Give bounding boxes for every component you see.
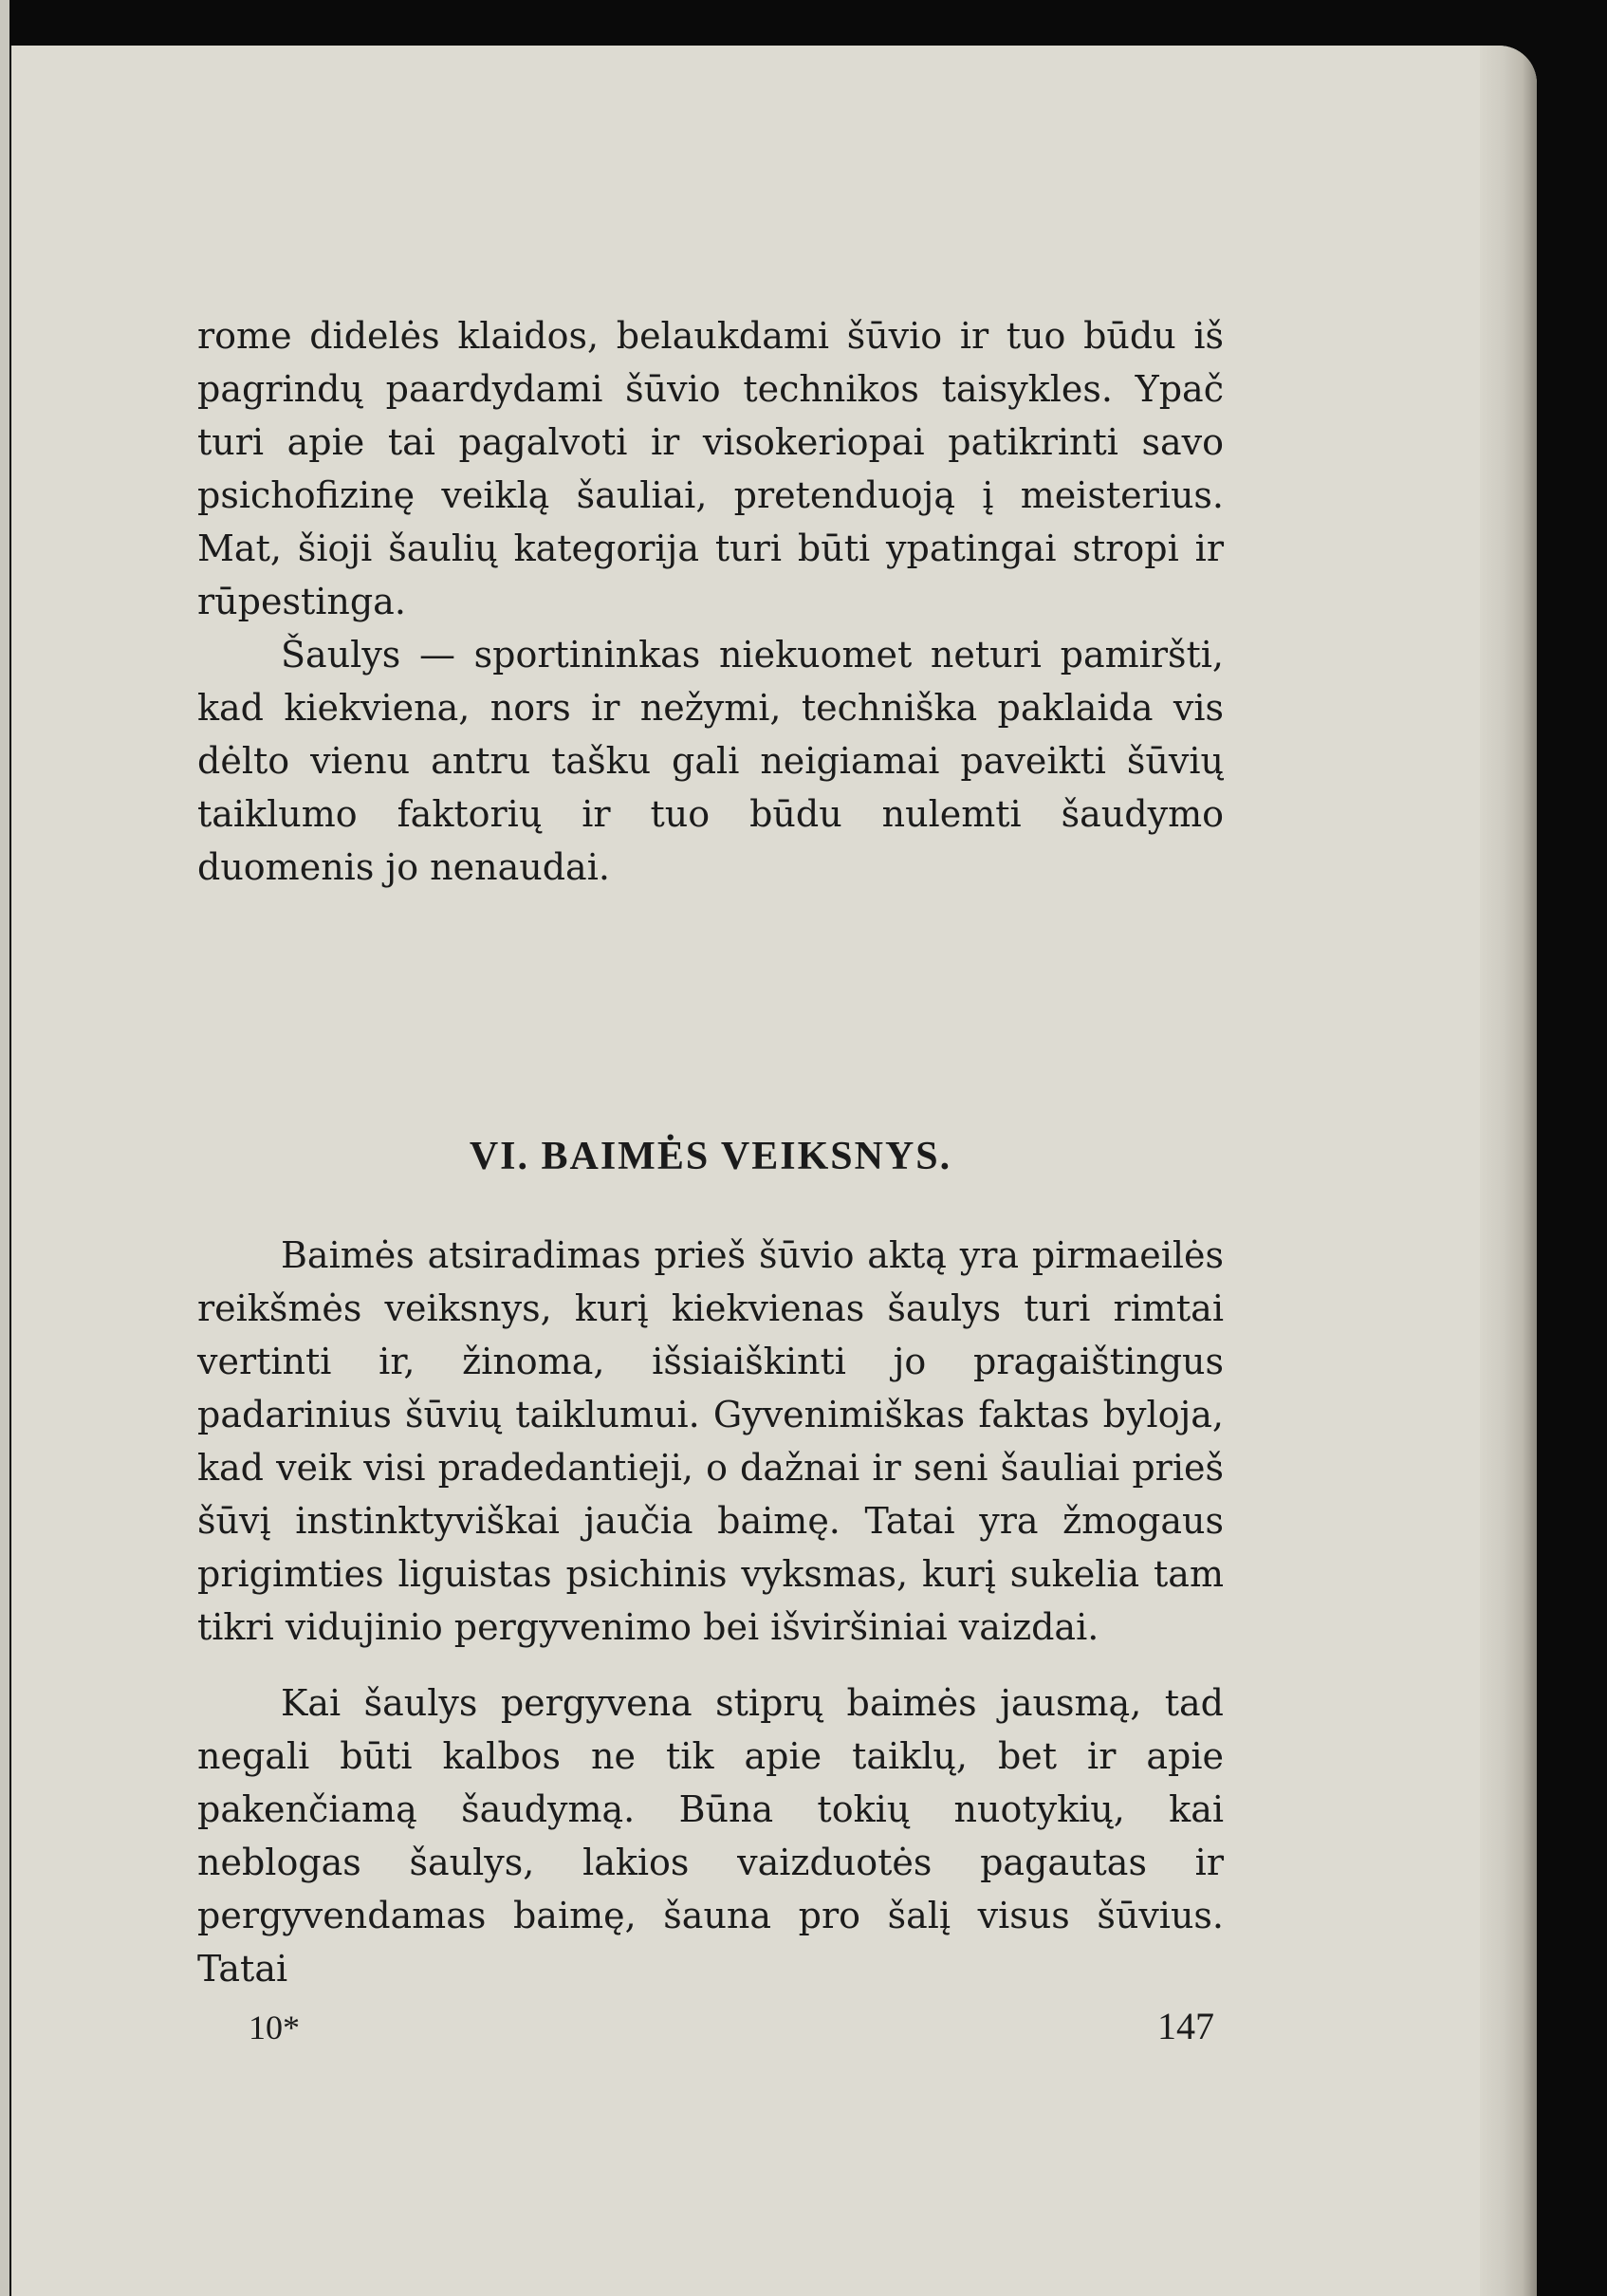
paragraph: Baimės atsiradimas prieš šūvio aktą yra pirmaeilės reikšmės veiksnys, kurį kiekvienas šaulys turi rimtai vertinti ir, žinoma, išsiaiškinti jo pragaištingus padarinius šūvių taiklumui. Gyvenimiškas faktas byloja, kad veik visi pradedantieji, o dažnai ir seni šauliai prieš šūvį instinktyviškai jaučia baimę. Tatai yra žmogaus prigimties liguistas psichinis vyksmas, kurį sukelia tam tikri vidujinio pergyvenimo bei išviršiniai vaizdai. bbox=[197, 1234, 1224, 1648]
section-heading: VI. BAIMĖS VEIKSNYS. bbox=[469, 1135, 952, 1178]
page-edge-shadow bbox=[1480, 46, 1537, 2296]
paragraph: Kai šaulys pergyvena stiprų baimės jausmą, tad negali būti kalbos ne tik apie taiklų, bet ir apie pakenčiamą šaudymą. Būna tokių nuotykių, kai neblogas šaulys, lakios vaizduotės pagautas ir pergyvendamas baimę, šauna pro šalį visus šūvius. Tatai bbox=[197, 1682, 1224, 1990]
paragraph-continued: rome didelės klaidos, belaukdami šūvio ir tuo būdu iš pagrindų paardydami šūvio technikos taisykles. Ypač turi apie tai pagalvoti ir visokeriopai patikrinti savo psichofizinę veiklą šauliai, pretenduoją į meisterius. Mat, šioji šaulių kategorija turi būti ypatingai stropi ir rūpestinga. bbox=[197, 315, 1224, 622]
left-page-edge bbox=[0, 0, 9, 2296]
top-text-block bbox=[197, 309, 1224, 894]
signature-mark: 10* bbox=[249, 2009, 300, 2046]
paragraph: Šaulys — sportininkas niekuomet neturi pamiršti, kad kiekviena, nors ir nežymi, techniška paklaida vis dėlto vienu antru tašku gali neigiamai paveikti šūvių taiklumo faktorių ir tuo būdu nulemti šaudymo duomenis jo nenaudai. bbox=[197, 634, 1224, 888]
bottom-text-block bbox=[197, 1229, 1224, 1995]
page-number: 147 bbox=[1157, 2005, 1214, 2047]
